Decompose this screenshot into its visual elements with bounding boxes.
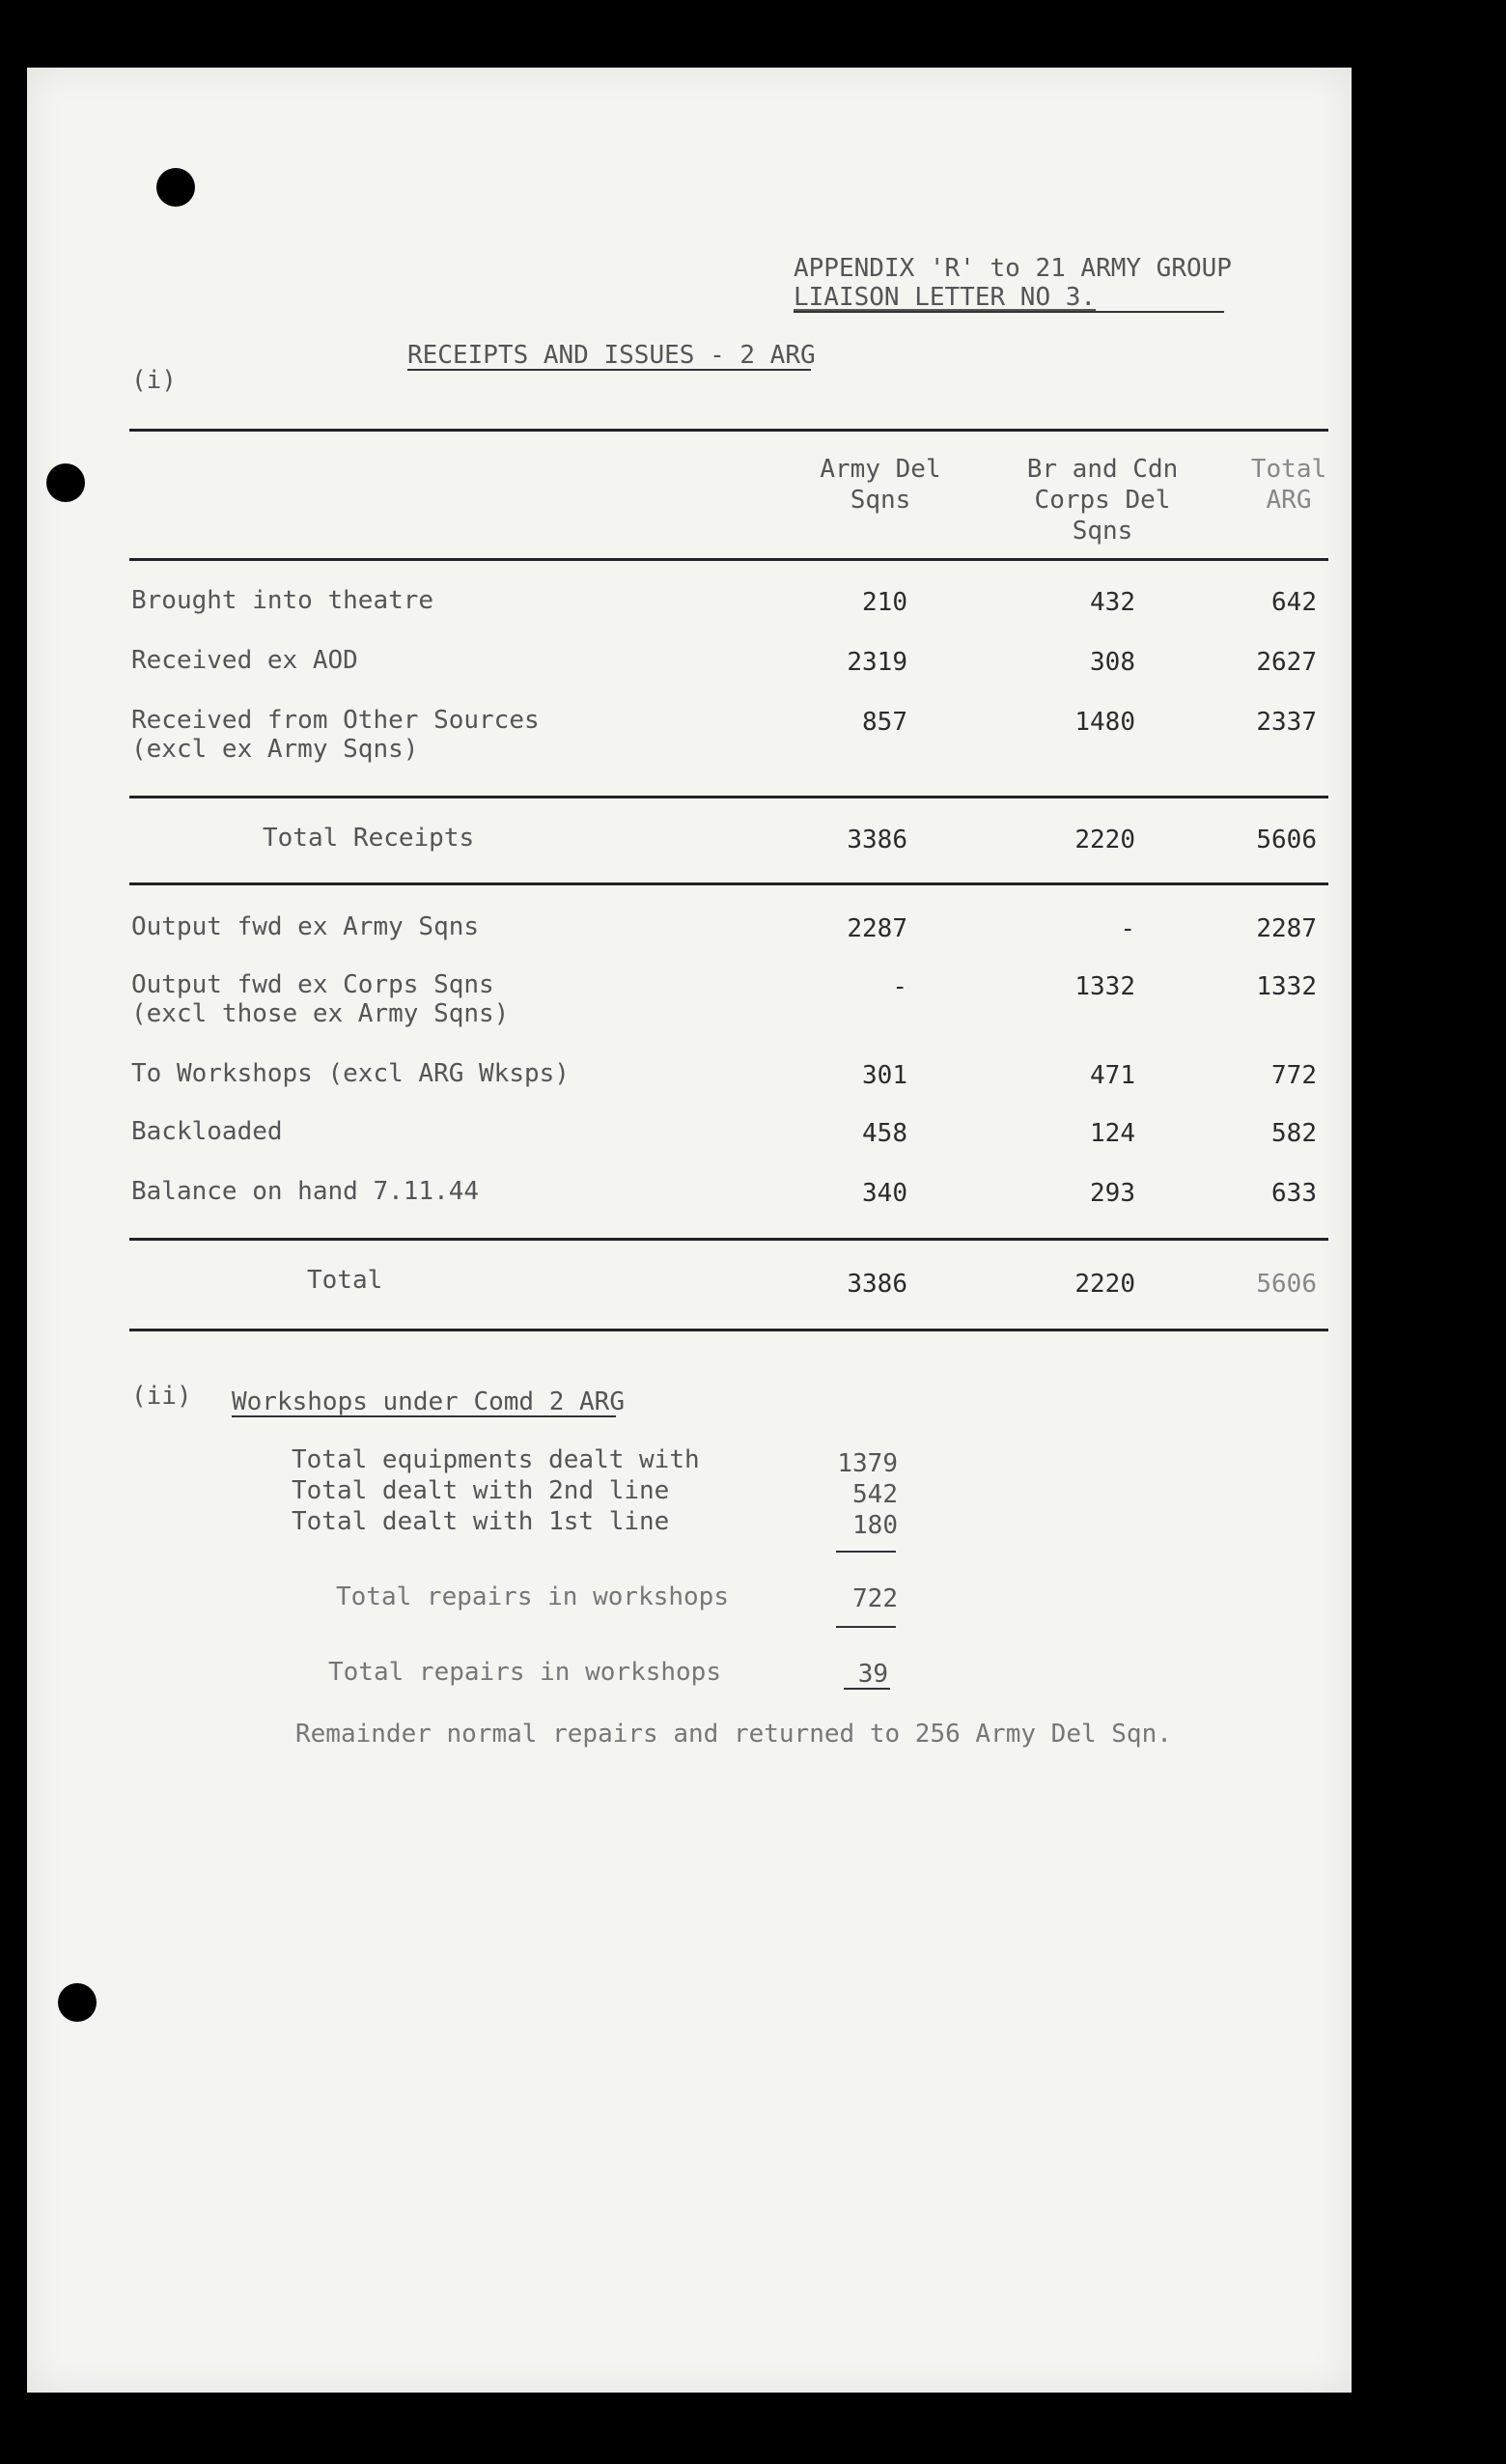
col-header-corps-line1: Br and Cdn xyxy=(1026,455,1179,484)
section-1-number: (i) xyxy=(131,366,177,395)
col-header-army-line2: Sqns xyxy=(850,486,911,515)
liaison-letter-heading: LIAISON LETTER NO 3. xyxy=(794,283,1097,312)
table-rule-header xyxy=(129,558,1328,561)
row-label: Output fwd ex Army Sqns xyxy=(131,912,480,941)
cell-army: 458 xyxy=(862,1119,907,1148)
document-page xyxy=(27,68,1352,2393)
workshop-row-value: 542 xyxy=(852,1480,898,1509)
col-header-corps-line3: Sqns xyxy=(1072,517,1133,546)
workshop-row-value: 180 xyxy=(852,1511,898,1540)
heading-underline xyxy=(794,311,1224,313)
total-army: 3386 xyxy=(847,1270,907,1299)
cell-army: 210 xyxy=(862,588,907,617)
total-total: 5606 xyxy=(1256,1270,1317,1299)
total-receipts-total: 5606 xyxy=(1256,826,1317,854)
section-2-title: Workshops under Comd 2 ARG xyxy=(232,1387,625,1416)
cell-corps: 1332 xyxy=(1074,972,1135,1001)
row-label-sub: (excl those ex Army Sqns) xyxy=(131,999,510,1028)
row-label: Backloaded xyxy=(131,1117,283,1146)
cell-corps: 1480 xyxy=(1074,708,1135,737)
total-corps: 2220 xyxy=(1074,1270,1135,1299)
col-header-total-line2: ARG xyxy=(1266,486,1312,515)
total-receipts-army: 3386 xyxy=(847,826,907,854)
cell-army: 2319 xyxy=(847,648,907,677)
appendix-heading: APPENDIX 'R' to 21 ARMY GROUP xyxy=(794,254,1232,283)
remainder-note: Remainder normal repairs and returned to 256 Army Del Sqn. xyxy=(295,1720,1172,1749)
section-1-title: RECEIPTS AND ISSUES - 2 ARG xyxy=(407,341,816,370)
punch-hole xyxy=(156,168,195,207)
section-2-number: (ii) xyxy=(131,1382,192,1411)
table-rule-top xyxy=(129,429,1328,432)
cell-corps: 293 xyxy=(1090,1179,1135,1208)
cell-corps: - xyxy=(1120,914,1135,943)
row-label: To Workshops (excl ARG Wksps) xyxy=(131,1059,570,1088)
cell-army: 340 xyxy=(862,1179,907,1208)
row-label: Brought into theatre xyxy=(131,586,434,615)
cell-total: 772 xyxy=(1271,1061,1317,1090)
repairs-label: Total repairs in workshops xyxy=(336,1582,729,1611)
repairs-value: 722 xyxy=(852,1584,898,1613)
punch-hole xyxy=(58,1983,97,2022)
total-label: Total xyxy=(307,1266,383,1295)
cell-army: 857 xyxy=(862,708,907,737)
cell-total: 2337 xyxy=(1256,708,1317,737)
cell-corps: 432 xyxy=(1090,588,1135,617)
table-rule-receipts xyxy=(129,796,1328,798)
col-header-total-line1: Total xyxy=(1250,455,1327,484)
sum-rule xyxy=(836,1626,896,1628)
col-header-corps-line2: Corps Del xyxy=(1034,486,1171,515)
cell-total: 582 xyxy=(1271,1119,1317,1148)
total-receipts-corps: 2220 xyxy=(1074,826,1135,854)
cell-total: 2627 xyxy=(1256,648,1317,677)
row-label: Balance on hand 7.11.44 xyxy=(131,1177,480,1206)
punch-hole xyxy=(46,463,85,502)
workshop-row-value: 1379 xyxy=(837,1449,898,1478)
cell-corps: 124 xyxy=(1090,1119,1135,1148)
table-rule-total-receipts xyxy=(129,882,1328,885)
cell-army: 2287 xyxy=(847,914,907,943)
section-1-title-underline xyxy=(407,369,811,371)
row-label: Received from Other Sources xyxy=(131,706,540,735)
repairs-label-2: Total repairs in workshops xyxy=(328,1658,721,1687)
cell-total: 1332 xyxy=(1256,972,1317,1001)
sum-rule xyxy=(836,1551,896,1553)
cell-total: 642 xyxy=(1271,588,1317,617)
cell-corps: 471 xyxy=(1090,1061,1135,1090)
workshop-row-label: Total dealt with 2nd line xyxy=(292,1476,670,1505)
cell-total: 633 xyxy=(1271,1179,1317,1208)
table-rule-bottom xyxy=(129,1329,1328,1331)
row-label: Output fwd ex Corps Sqns xyxy=(131,970,494,999)
repairs-value-2-underline xyxy=(844,1688,890,1690)
workshop-row-label: Total dealt with 1st line xyxy=(292,1507,670,1536)
cell-army: 301 xyxy=(862,1061,907,1090)
cell-total: 2287 xyxy=(1256,914,1317,943)
row-label: Received ex AOD xyxy=(131,646,358,675)
cell-army: - xyxy=(892,972,907,1001)
col-header-army-line1: Army Del xyxy=(820,455,941,484)
repairs-value-2: 39 xyxy=(857,1660,888,1689)
cell-corps: 308 xyxy=(1090,648,1135,677)
total-receipts-label: Total Receipts xyxy=(263,824,475,853)
workshop-row-label: Total equipments dealt with xyxy=(292,1445,700,1474)
table-rule-issues xyxy=(129,1238,1328,1241)
section-2-title-underline xyxy=(232,1415,616,1417)
row-label-sub: (excl ex Army Sqns) xyxy=(131,735,419,764)
